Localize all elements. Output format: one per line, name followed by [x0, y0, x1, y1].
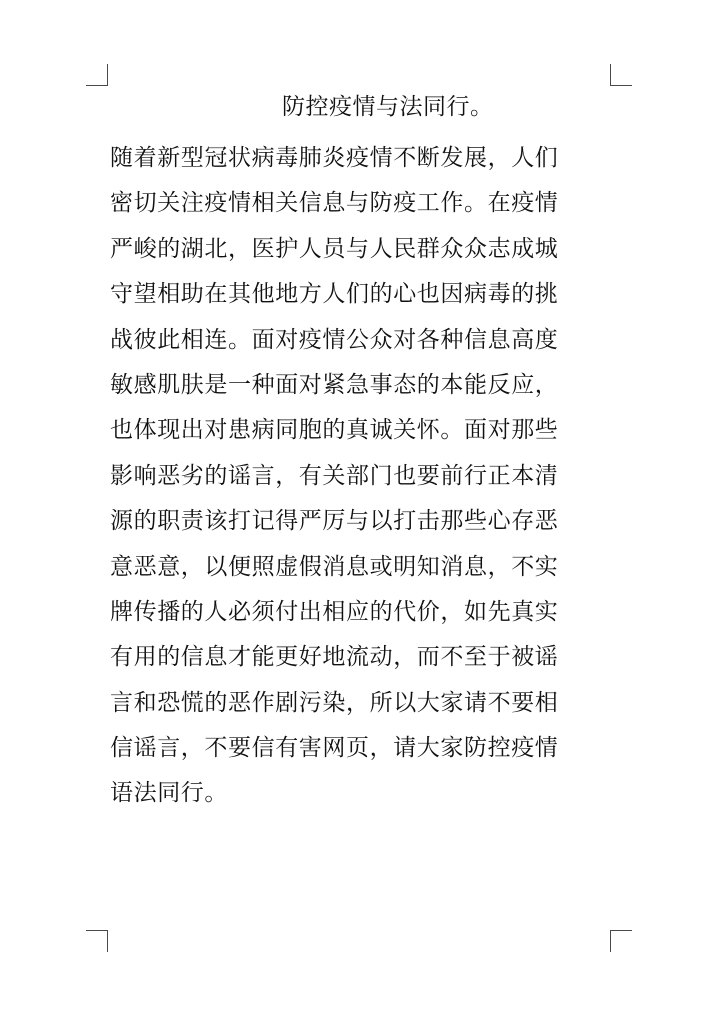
- body-line: 敏感肌肤是一种面对紧急事态的本能反应，: [110, 371, 559, 398]
- body-line: 语法同行。: [110, 780, 228, 807]
- document-body: [110, 136, 610, 817]
- crop-mark-top-left: [86, 64, 108, 86]
- body-line: 战彼此相连。面对疫情公众对各种信息高度: [110, 326, 559, 353]
- body-line: 严峻的湖北，医护人员与人民群众众志成城: [110, 235, 559, 262]
- crop-mark-bottom-right: [610, 930, 632, 952]
- body-line: 也体现出对患病同胞的真诚关怀。面对那些: [110, 417, 559, 444]
- body-line: 守望相助在其他地方人们的心也因病毒的挑: [110, 281, 559, 308]
- body-line: 密切关注疫情相关信息与防疫工作。在疫情: [110, 190, 559, 217]
- crop-mark-top-right: [610, 64, 632, 86]
- crop-mark-bottom-left: [86, 930, 108, 952]
- body-line: 意恶意，以便照虚假消息或明知消息，不实: [110, 553, 559, 580]
- body-line: 言和恐慌的恶作剧污染，所以大家请不要相: [110, 689, 559, 716]
- body-line: 源的职责该打记得严厉与以打击那些心存恶: [110, 508, 559, 535]
- body-line: 牌传播的人必须付出相应的代价，如先真实: [110, 598, 559, 625]
- body-line: 有用的信息才能更好地流动，而不至于被谣: [110, 644, 559, 671]
- body-line: 信谣言，不要信有害网页，请大家防控疫情: [110, 735, 559, 762]
- body-line: 影响恶劣的谣言，有关部门也要前行正本清: [110, 462, 559, 489]
- body-line: 随着新型冠状病毒肺炎疫情不断发展，人们: [110, 145, 559, 171]
- document-title: 防控疫情与法同行。: [282, 94, 494, 120]
